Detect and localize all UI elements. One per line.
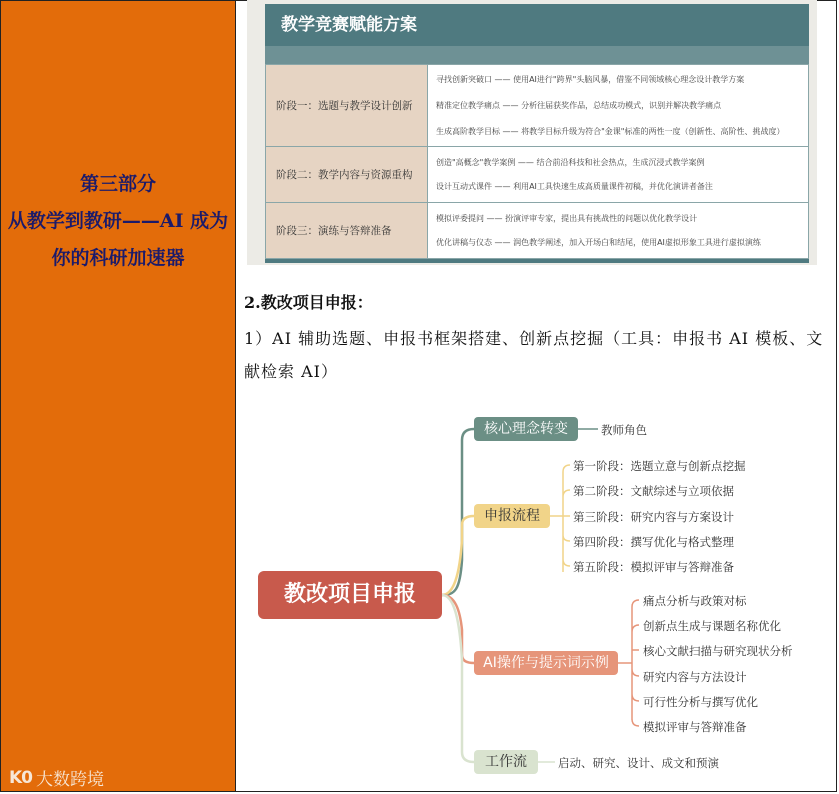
mindmap-leaf: 可行性分析与撰写优化 xyxy=(643,695,758,709)
mindmap-branch-core-concept: 核心理念转变 xyxy=(474,417,578,441)
leaf-line-b2 xyxy=(550,465,570,572)
connector-branch4 xyxy=(442,595,474,762)
part-title-line3: 你的科研加速器 xyxy=(51,247,185,269)
mindmap-leaf: 痛点分析与政策对标 xyxy=(643,594,747,608)
mindmap-leaf: 第二阶段：文献综述与立项依据 xyxy=(573,484,734,498)
table-title: 教学竞赛赋能方案 xyxy=(265,4,809,46)
mindmap-leaf: 模拟评审与答辩准备 xyxy=(643,720,747,734)
stage-cell: 阶段二：教学内容与资源重构 xyxy=(266,147,428,203)
mindmap-branch-process: 申报流程 xyxy=(474,504,550,528)
mindmap-leaf: 第四阶段：撰写优化与格式整理 xyxy=(573,535,734,549)
mindmap-leaf: 第一阶段：选题立意与创新点挖掘 xyxy=(573,459,746,473)
item-text: 创造"高概念"教学案例 —— 结合前沿科技和社会热点，生成沉浸式教学案例 xyxy=(436,157,705,167)
watermark-logo: K0 xyxy=(9,767,33,788)
leaf-line-b3 xyxy=(618,600,639,726)
part-title-line2: 从教学到教研——AI 成为 xyxy=(7,210,229,232)
section-heading: 2.教改项目申报： xyxy=(244,293,373,312)
mindmap-leaf: 第三阶段：研究内容与方案设计 xyxy=(573,510,734,524)
part-title-line1: 第三部分 xyxy=(79,173,156,195)
item-text: 优化讲稿与仪态 —— 润色教学阐述，加入开场白和结尾，使用AI虚拟形象工具进行虚拟演练 xyxy=(436,237,761,247)
mindmap-branch-workflow: 工作流 xyxy=(474,750,538,774)
mindmap-leaf: 教师角色 xyxy=(601,423,647,437)
mindmap-leaf: 启动、研究、设计、成文和预演 xyxy=(558,756,719,770)
mindmap-leaf: 核心文献扫描与研究现状分析 xyxy=(643,644,793,658)
mindmap-root: 教改项目申报 xyxy=(258,571,442,619)
item-text: 设计互动式课件 —— 利用AI工具快速生成高质量课件初稿，并优化演讲者备注 xyxy=(436,181,713,191)
mindmap-leaf: 第五阶段：模拟评审与答辩准备 xyxy=(573,560,734,574)
item-text: 寻找创新突破口 —— 使用AI进行"跨界"头脑风暴，借鉴不同领域核心理念设计教学方案 xyxy=(436,74,745,84)
mindmap-leaf: 创新点生成与课题名称优化 xyxy=(643,619,781,633)
item-text: 模拟评委提问 —— 扮演评审专家，提出具有挑战性的问题以优化教学设计 xyxy=(436,213,698,223)
mindmap-branch-ai-operations: AI操作与提示词示例 xyxy=(474,651,618,675)
item-text: 精准定位教学痛点 —— 分析往届获奖作品，总结成功模式，识别并解决教学痛点 xyxy=(436,100,722,110)
stage-cell: 阶段一：选题与教学设计创新 xyxy=(266,65,428,147)
watermark-text: 大数跨境 xyxy=(36,770,105,790)
mindmap-leaf: 研究内容与方法设计 xyxy=(643,670,747,684)
stage-cell: 阶段三：演练与答辩准备 xyxy=(266,203,428,259)
item-text: 生成高阶教学目标 —— 将教学目标升级为符合"金课"标准的两性一度（创新性、高阶性、挑战度） xyxy=(436,126,785,136)
section-body: 1）AI 辅助选题、申报书框架搭建、创新点挖掘（工具：申报书 AI 模板、文献检索 AI） xyxy=(244,329,824,381)
